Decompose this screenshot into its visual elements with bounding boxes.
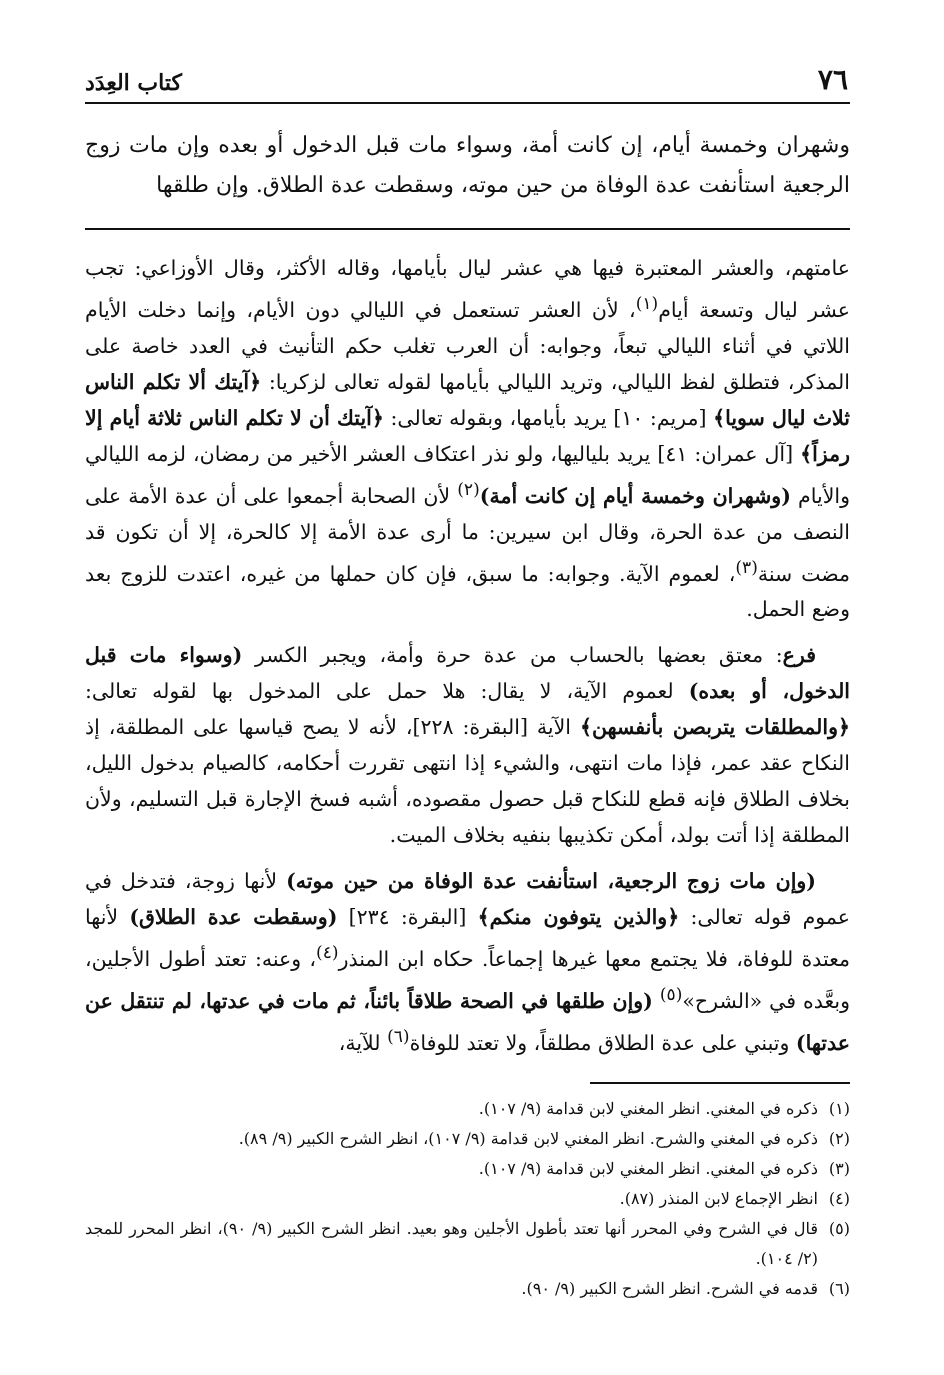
footnote-ref: (٥) [659, 985, 683, 1006]
footnote [85, 1274, 850, 1304]
footnote-ref: (٤) [316, 943, 339, 964]
matn-quote: (وسواء مات قبل الدخول، أو بعده) [85, 643, 851, 704]
footnote-number: (١) [828, 1099, 850, 1118]
quran-quote: ﴿آيتك ألا تكلم الناس ثلاث ليال سويا﴾ [85, 369, 850, 430]
commentary-paragraph-1: عامتهم، والعشر المعتبرة فيها هي عشر ليال بأيامها، وقاله الأكثر، وقال الأوزاعي: تجب عشر ليال وتسعة أيام$^{(١)}$، لأن العشر تستعمل في الليالي دون الأيام، وإنما دخلت الأيام اللاتي في أثناء الليالي تبعاً، وجوابه: أن العرب تغلب حكم التأنيث في العدد خاصة على المذكر، فتطلق لفظ الليالي، وتريد الليالي بأيامها لقوله تعالى لزكريا: ﴿آيتك ألا تكلم الناس ثلاث ليال سويا﴾ [مريم: ١٠] يريد بأيامها، وبقوله تعالى: ﴿آيتك أن لا تكلم الناس ثلاثة أيام إلا رمزاً﴾ [آل عمران: ٤١] يريد بلياليها، ولو نذر اعتكاف العشر الأخير من رمضان، لزمه الليالي والأيام (وشهران وخمسة أيام إن كانت أمة)$^{(٢)}$ لأن الصحابة أجمعوا على أن عدة الأمة على النصف من عدة الحرة، وقال ابن سيرين: ما أرى عدة الأمة إلا كالحرة، إلا أن تكون قد مضت سنة$^{(٣)}$، لعموم الآية. وجوابه: ما سبق، فإن كان حملها من غيره، اعتدت للزوج بعد وضع الحمل. [85, 256, 851, 622]
footnote-number: (٦) [828, 1279, 850, 1298]
commentary-paragraph-3: (وإن مات زوج الرجعية، استأنفت عدة الوفاة من حين موته) لأنها زوجة، فتدخل في عموم قوله تعالى: ﴿والذين يتوفون منكم﴾ [البقرة: ٢٣٤] (وسقطت عدة الطلاق) لأنها معتدة للوفاة، فلا يجتمع معها غيرها إجماعاً. حكاه ابن المنذر$^{(٤)}$، وعنه: تعتد أطول الأجلين، وبعَّده في «الشرح»$^{(٥)}$ (وإن طلقها في الصحة طلاقاً بائناً، ثم مات في عدتها، لم تنتقل عن عدتها) وتبني على عدة الطلاق مطلقاً، ولا تعتد للوفاة$^{(٦)}$ للآية، [85, 869, 850, 1055]
footnotes-block [85, 1094, 850, 1304]
footnote-ref: (٢) [457, 479, 480, 500]
footnote-text: قال في الشرح وفي المحرر أنها تعتد بأطول الأجلين وهو بعيد. انظر الشرح الكبير (٩/ ٩٠)، انظر المحرر للمجد (٢/ ١٠٤). [85, 1219, 818, 1268]
footnote-ref: (٦) [387, 1027, 410, 1048]
footnote-number: (٥) [828, 1219, 850, 1238]
quran-quote: ﴿والذين يتوفون منكم﴾ [477, 905, 680, 930]
matn-quote: (وإن مات زوج الرجعية، استأنفت عدة الوفاة من حين موته) [286, 869, 816, 894]
quran-quote: ﴿آيتك أن لا تكلم الناس ثلاثة أيام إلا رمزاً﴾ [85, 405, 850, 466]
matn-text-block [85, 126, 850, 206]
footnote-text: ذكره في المغني. انظر المغني لابن قدامة (٩/ ١٠٧). [478, 1099, 818, 1118]
footnote-number: (٤) [828, 1189, 850, 1208]
matn-paragraph: وشهران وخمسة أيام، إن كانت أمة، وسواء مات قبل الدخول أو بعده وإن مات زوج الرجعية استأنفت عدة الوفاة من حين موته، وسقطت عدة الطلاق. وإن طلقها [85, 133, 850, 198]
matn-quote: (وشهران وخمسة أيام إن كانت أمة) [479, 483, 791, 508]
page-header [85, 62, 850, 104]
footnote [85, 1124, 850, 1154]
footnote-ref: (١) [635, 294, 659, 314]
matn-quote: (وإن طلقها في الصحة طلاقاً بائناً، ثم مات في عدتها، لم تنتقل عن عدتها) [85, 989, 850, 1055]
footnote-text: قدمه في الشرح. انظر الشرح الكبير (٩/ ٩٠). [521, 1279, 818, 1298]
footnote [85, 1094, 850, 1124]
footnote-divider [590, 1082, 850, 1084]
footnote-number: (٣) [828, 1159, 850, 1178]
footnote [85, 1184, 850, 1214]
page-number: ٧٦ [817, 63, 848, 96]
quran-quote: ﴿والمطلقات يتربصن بأنفسهن﴾ [579, 715, 850, 740]
footnote-text: انظر الإجماع لابن المنذر (٨٧). [619, 1189, 818, 1208]
matn-quote: (وسقطت عدة الطلاق) [129, 905, 338, 930]
footnote [85, 1154, 850, 1184]
footnote-number: (٢) [828, 1129, 850, 1148]
matn-divider [85, 228, 850, 230]
footnote-text: ذكره في المغني. انظر المغني لابن قدامة (٩/ ١٠٧). [478, 1159, 818, 1178]
footnote [85, 1214, 850, 1274]
commentary-paragraph-2: فرع: معتق بعضها بالحساب من عدة حرة وأمة، ويجبر الكسر (وسواء مات قبل الدخول، أو بعده) لعموم الآية، لا يقال: هلا حمل على المدخول بها لقوله تعالى: ﴿والمطلقات يتربصن بأنفسهن﴾ الآية [البقرة: ٢٢٨]، لأنه لا يصح قياسها على المطلقة، إذ النكاح عقد عمر، فإذا مات انتهى، والشيء إذا انتهى تقررت أحكامه، كالصيام بدخول الليل، بخلاف الطلاق فإنه قطع للنكاح قبل حصول مقصوده، أشبه فسخ الإجارة قبل التسليم، ولأن المطلقة إذا أتت بولد، أمكن تكذيبها بنفيه بخلاف الميت. [85, 643, 851, 848]
footnote-text: ذكره في المغني والشرح. انظر المغني لابن قدامة (٩/ ١٠٧)، انظر الشرح الكبير (٩/ ٨٩). [238, 1129, 818, 1148]
section-label: فرع [782, 643, 816, 668]
commentary-block [85, 250, 850, 1061]
footnote-ref: (٣) [735, 557, 758, 578]
running-title: كتاب العِدَد [85, 70, 182, 96]
